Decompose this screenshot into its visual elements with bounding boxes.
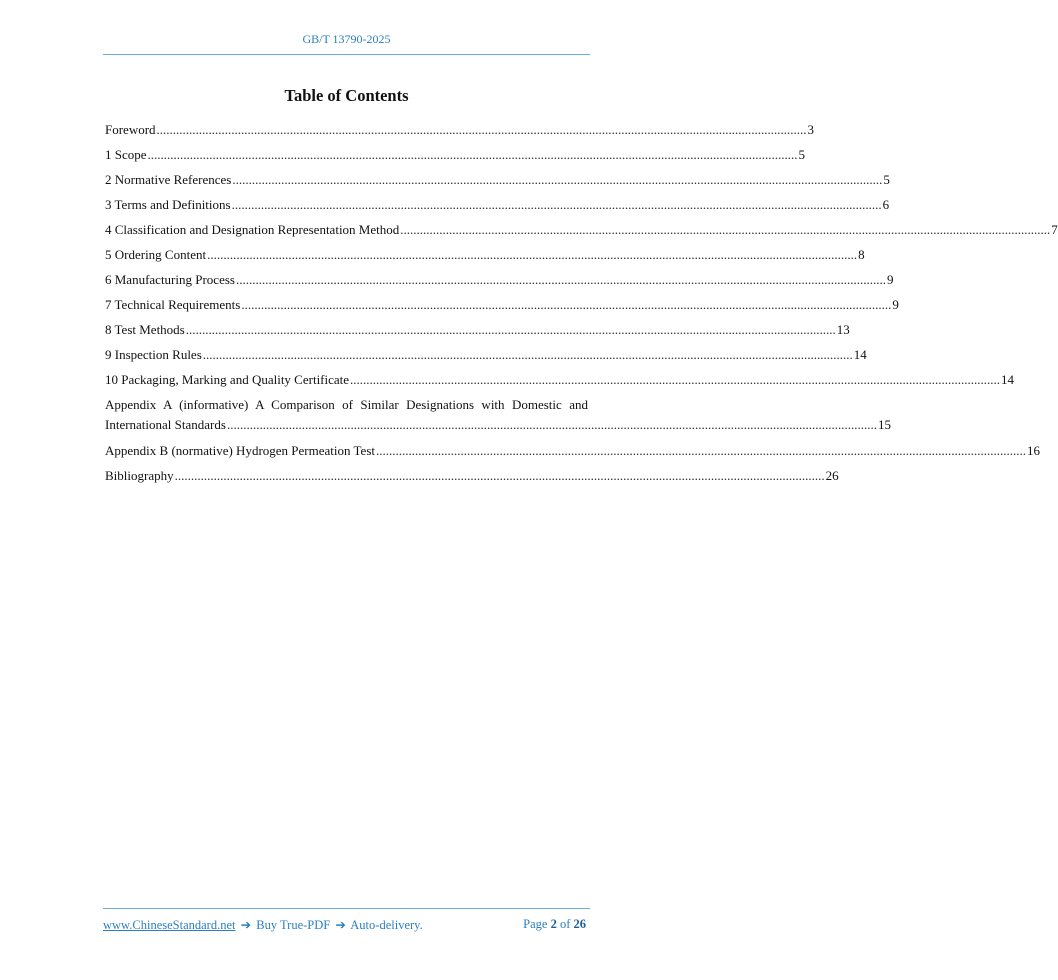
toc-entry-page: 5 <box>883 172 890 187</box>
toc-leader-dots: ........................................................................................................................................................................................................ <box>235 272 886 287</box>
page-current: 2 <box>550 917 557 931</box>
toc-entry-manufacturing-process[interactable] <box>105 270 894 295</box>
toc-entry-label: 3 Terms and Definitions <box>105 197 231 212</box>
toc-entry-page: 14 <box>853 347 867 362</box>
toc-entry-label: 2 Normative References <box>105 172 232 187</box>
toc-entry-scope[interactable] <box>105 145 806 170</box>
toc-entry-label: 4 Classification and Designation Representation Method <box>105 222 400 237</box>
toc-entry-label: Bibliography <box>105 468 174 483</box>
header-divider <box>103 54 590 55</box>
toc-entry-page: 5 <box>798 147 806 162</box>
toc-leader-dots: ........................................................................................................................................................................................................ <box>147 147 798 162</box>
toc-entry-test-methods[interactable] <box>105 320 850 345</box>
toc-entry-label: 6 Manufacturing Process <box>105 272 235 287</box>
toc-leader-dots: ........................................................................................................................................................................................................ <box>174 468 825 483</box>
toc-entry-page: 6 <box>882 197 890 212</box>
arrow-right-icon: ➔ <box>240 918 252 932</box>
auto-delivery-text: Auto-delivery. <box>350 918 423 932</box>
toc-entry-terms-definitions[interactable] <box>105 195 890 220</box>
toc-entry-technical-requirements[interactable] <box>105 295 899 320</box>
buy-true-pdf-link[interactable]: Buy True-PDF <box>256 918 331 932</box>
toc-title: Table of Contents <box>284 86 409 105</box>
toc-leader-dots: ........................................................................................................................................................................................................ <box>232 172 883 187</box>
toc-leader-dots: ........................................................................................................................................................................................................ <box>376 443 1026 458</box>
toc-entry-ordering-content[interactable] <box>105 245 865 270</box>
site-link[interactable]: www.ChineseStandard.net <box>103 918 236 932</box>
toc-entry-page: 7 <box>1051 222 1058 237</box>
toc-leader-dots: ........................................................................................................................................................................................................ <box>207 247 858 262</box>
document-id-header: GB/T 13790-2025 <box>302 32 391 46</box>
toc-leader-dots: ........................................................................................................................................................................................................ <box>156 122 807 137</box>
toc-entry-page: 9 <box>892 297 899 312</box>
of-label: of <box>559 917 571 931</box>
toc-entry-label: 7 Technical Requirements <box>105 297 241 312</box>
toc-entry-page: 15 <box>877 417 891 432</box>
toc-entry-foreword[interactable] <box>105 120 815 145</box>
toc-entry-page: 26 <box>825 468 839 483</box>
toc-entry-page: 9 <box>886 272 894 287</box>
page-number <box>523 917 586 932</box>
arrow-right-icon: ➔ <box>335 918 346 932</box>
page-label: Page <box>523 917 548 931</box>
toc-leader-dots: ........................................................................................................................................................................................................ <box>185 322 836 337</box>
toc-entry-normative-references[interactable] <box>105 170 890 195</box>
toc-entry-label: 10 Packaging, Marking and Quality Certificate <box>105 372 350 387</box>
toc-entry-label: 8 Test Methods <box>105 322 185 337</box>
toc-list <box>105 120 1058 491</box>
page-total: 26 <box>573 917 586 931</box>
toc-entry-appendix-b[interactable] <box>105 441 1040 466</box>
toc-leader-dots: ........................................................................................................................................................................................................ <box>231 197 882 212</box>
toc-leader-dots: ........................................................................................................................................................................................................ <box>226 417 877 432</box>
footer-divider <box>103 908 590 909</box>
toc-entry-bibliography[interactable] <box>105 466 839 491</box>
toc-entry-label: Foreword <box>105 122 156 137</box>
toc-entry-label: Appendix B (normative) Hydrogen Permeation Test <box>105 443 375 458</box>
toc-entry-page: 14 <box>1001 372 1015 387</box>
toc-leader-dots: ........................................................................................................................................................................................................ <box>241 297 892 312</box>
toc-leader-dots: ........................................................................................................................................................................................................ <box>202 347 853 362</box>
toc-entry-label-line1: Appendix A (informative) A Comparison of Similar Designations with Domestic and <box>105 397 588 412</box>
toc-entry-page: 3 <box>807 122 815 137</box>
toc-entry-classification[interactable] <box>105 220 1058 245</box>
toc-entry-label: 5 Ordering Content <box>105 247 207 262</box>
toc-entry-packaging-marking[interactable] <box>105 370 1015 395</box>
toc-entry-page: 16 <box>1027 443 1040 458</box>
toc-entry-label: 9 Inspection Rules <box>105 347 202 362</box>
toc-leader-dots: ........................................................................................................................................................................................................ <box>350 372 1001 387</box>
toc-entry-inspection-rules[interactable] <box>105 345 867 370</box>
toc-entry-label-line2: International Standards <box>105 417 226 432</box>
toc-entry-page: 8 <box>858 247 865 262</box>
toc-entry-appendix-a[interactable] <box>105 395 891 441</box>
toc-leader-dots: ........................................................................................................................................................................................................ <box>400 222 1051 237</box>
toc-entry-page: 13 <box>836 322 850 337</box>
toc-entry-label: 1 Scope <box>105 147 147 162</box>
